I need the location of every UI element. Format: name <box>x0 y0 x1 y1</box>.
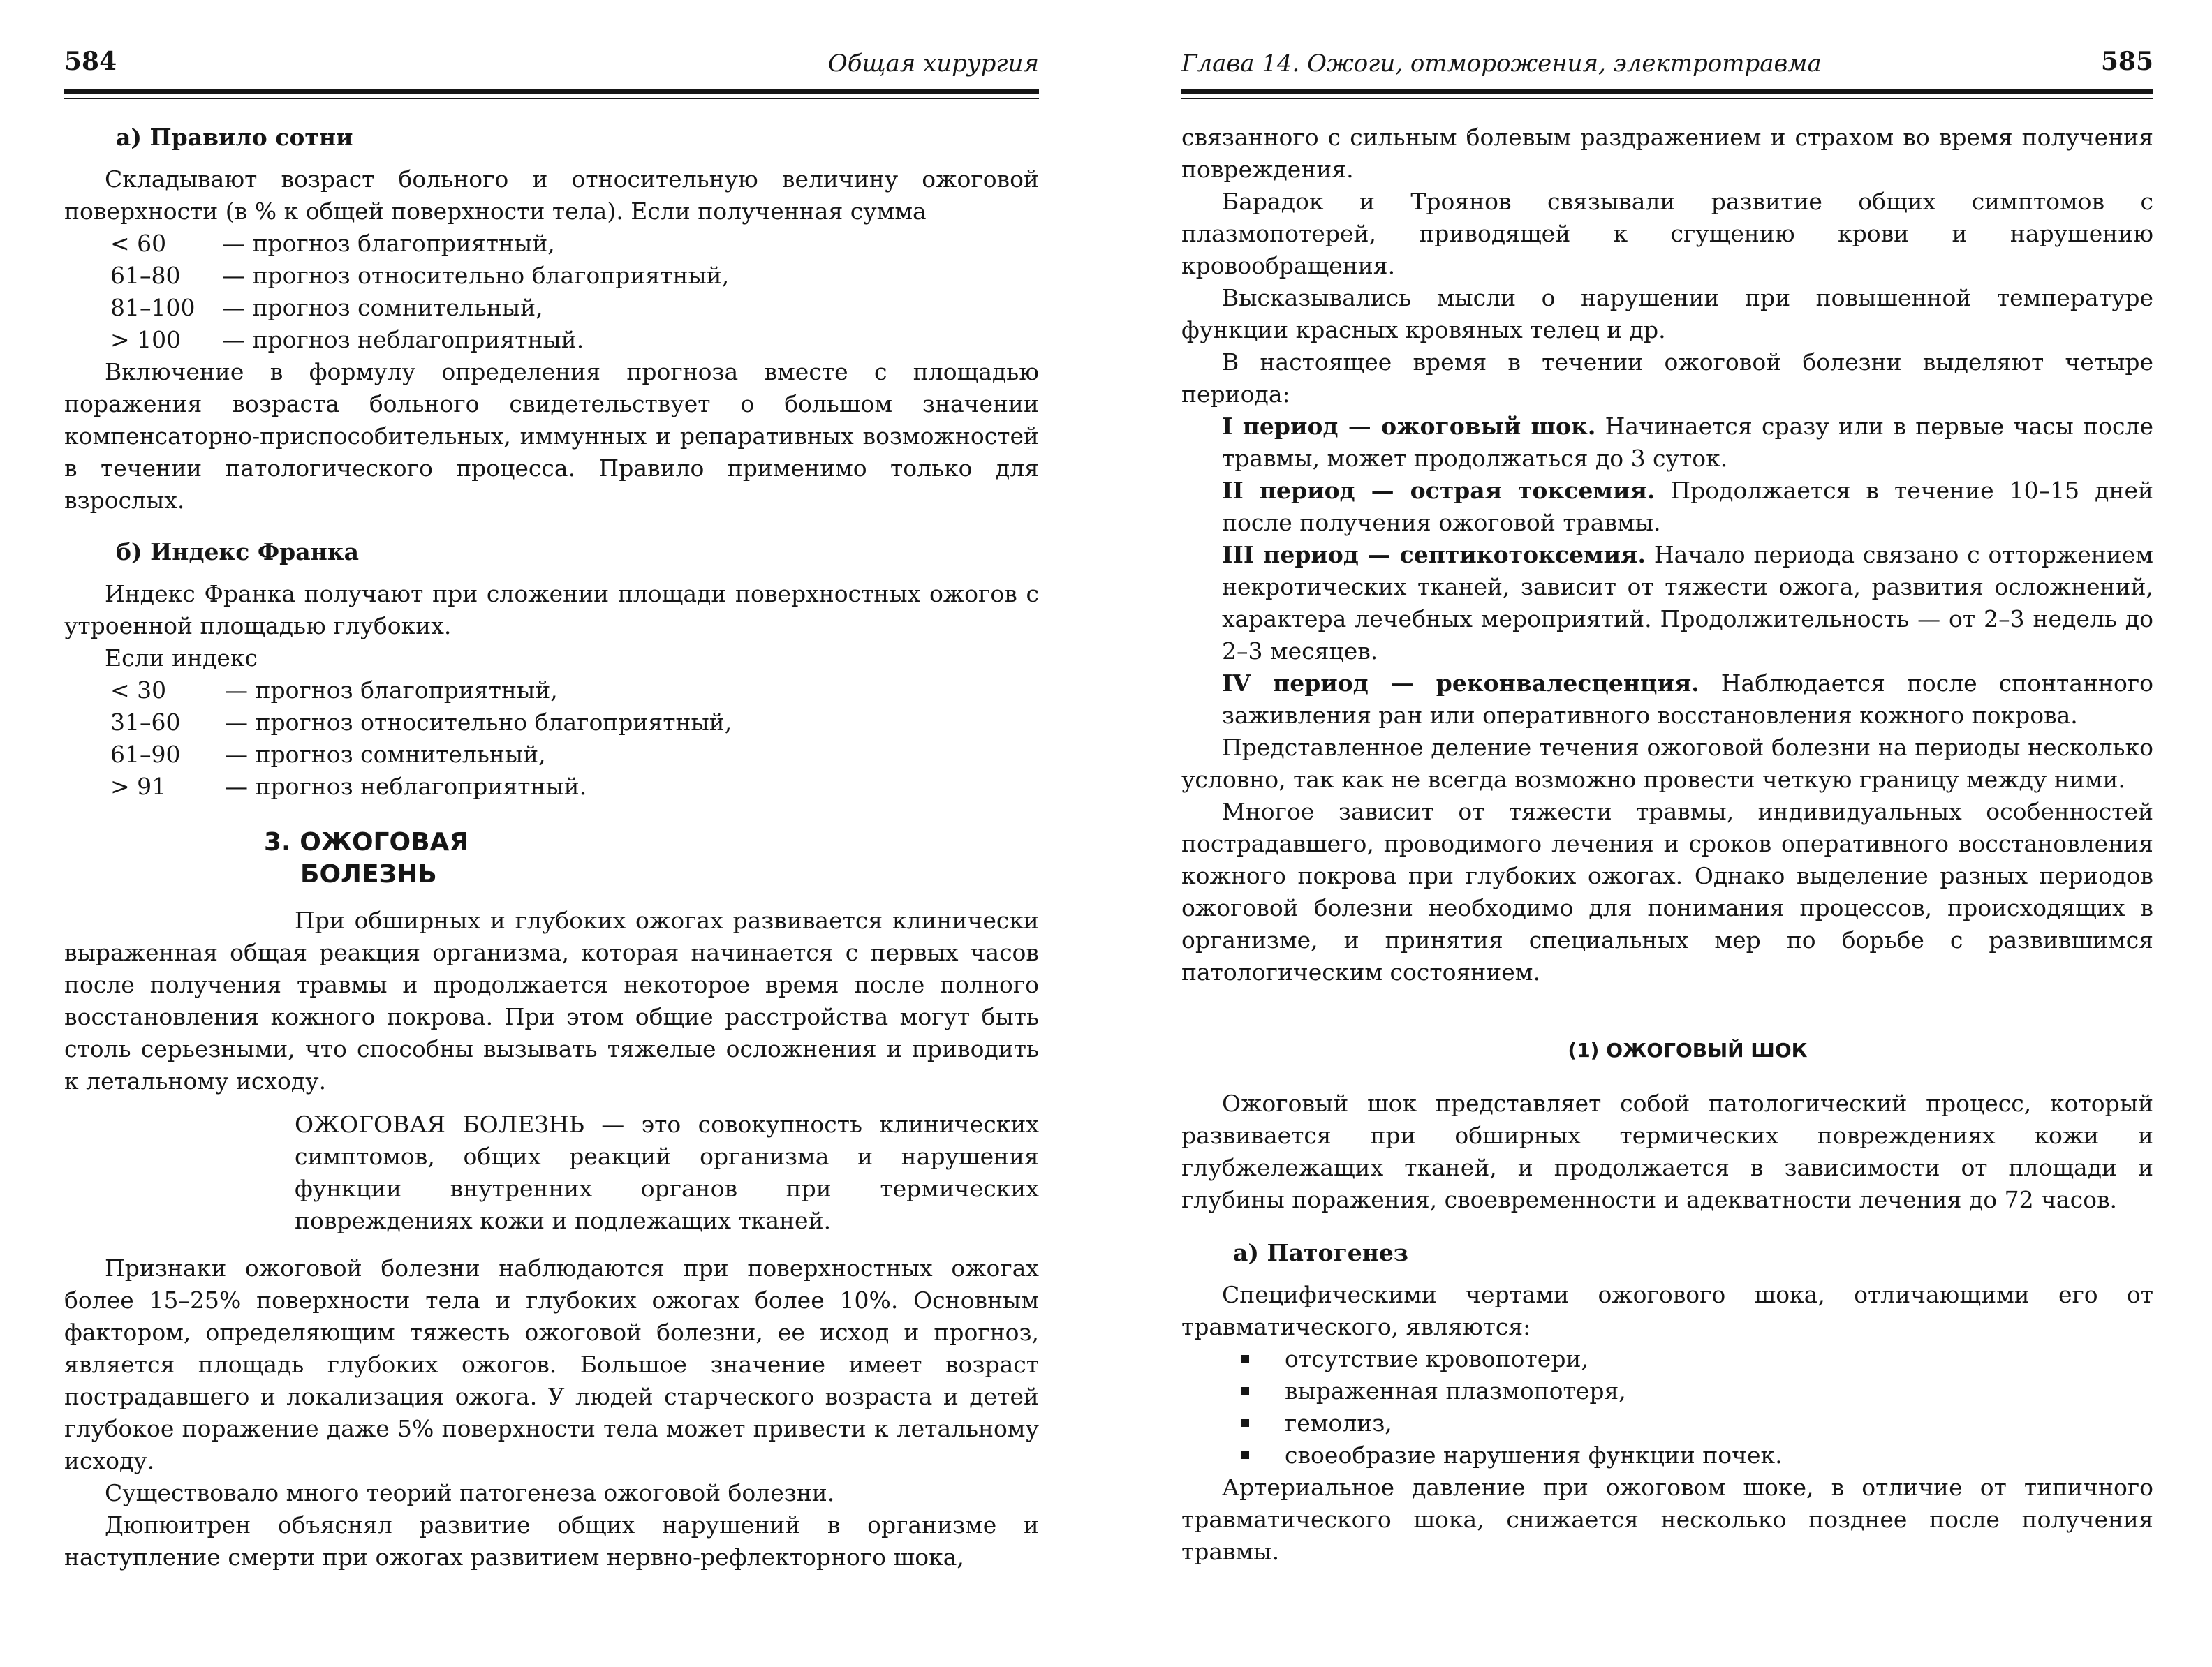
definition-text: — это совокупность клинических симптомов, общих реакций организма и нарушения функции внутренних органов при термических повреждениях кожи и подлежащих тканей. <box>295 1111 1039 1234</box>
period-item <box>1222 410 2153 475</box>
paragraph-section-intro: При обширных и глубоких ожогах развивается клинически выраженная общая реакция организма, которая начинается с первых часов после получения травмы и продолжается некоторое время после полного восстановления кожного покрова. При этом общие расстройства могут быть столь серьезными, что способны вызывать тяжелые осложнения и приводить к летальному исходу. <box>64 907 1039 1095</box>
paragraph-signs: Признаки ожоговой болезни наблюдаются при поверхностных ожогах более 15–25% поверхности тела и глубоких ожогах более 10%. Основным фактором, определяющим тяжесть ожоговой болезни, ее исход и прогноз, является площадь глубоких ожогов. Большое значение имеет возраст пострадавшего и локализация ожога. У людей старческого возраста и детей глубокое поражение даже 5% поверхности тела может привести к летальному исходу. <box>64 1254 1039 1474</box>
paragraph-division: Представленное деление течения ожоговой болезни на периоды несколько условно, так как не всегда возможно провести четкую границу между ними. <box>1181 734 2153 793</box>
right-page <box>1106 0 2212 1667</box>
list-item: своеобразие нарушения функции почек. <box>1241 1439 2153 1472</box>
list-item: выраженная плазмопотеря, <box>1241 1375 2153 1407</box>
subheading-pathogenesis: а) Патогенез <box>1233 1239 1408 1266</box>
paragraph-rule-of-hundred-intro: Складывают возраст больного и относительную величину ожоговой поверхности (в % к общей поверхности тела). Если полученная сумма <box>64 165 1039 225</box>
paragraph-baradok: Барадок и Троянов связывали развитие общих симптомов с плазмопотерей, приводящей к сгущению крови и нарушению кровообращения. <box>1181 188 2153 279</box>
paragraph-frank-index-if: Если индекс <box>105 644 258 672</box>
definition-term: ОЖОГОВАЯ БОЛЕЗНЬ <box>295 1111 584 1138</box>
prognosis-list-hundred <box>64 228 1039 356</box>
list-range: > 91 <box>110 773 167 800</box>
paragraph-features: Специфическими чертами ожогового шока, отличающими его от травматического, являются: <box>1181 1281 2153 1340</box>
paragraph-frank-index-intro: Индекс Франка получают при сложении площади поверхностных ожогов с утроенной площадью глубоких. <box>64 580 1039 639</box>
list-text: — прогноз благоприятный, <box>222 230 555 257</box>
list-item: отсутствие кровопотери, <box>1241 1343 2153 1375</box>
section-title-line-1: ОЖОГОВАЯ <box>300 828 469 857</box>
period-title: II период — острая токсемия. <box>1222 477 1656 504</box>
paragraph-continued: связанного с сильным болевым раздражением и страхом во время получения повреждения. <box>1181 124 2153 183</box>
period-item <box>1222 667 2153 732</box>
header-rule-thin <box>64 98 1039 99</box>
period-text: Продолжается в течение 10–15 дней после получения ожоговой травмы. <box>1222 477 2153 536</box>
list-range: < 30 <box>110 676 167 704</box>
page-number: 585 <box>2100 47 2153 76</box>
header-rule-thin <box>1181 98 2153 99</box>
list-text: — прогноз относительно благоприятный, <box>222 262 730 289</box>
list-text: — прогноз благоприятный, <box>225 676 558 704</box>
period-item <box>1222 539 2153 667</box>
definition-block <box>295 1109 1039 1237</box>
subheading-rule-of-hundred: а) Правило сотни <box>116 124 353 151</box>
section-number: 3. <box>264 828 291 857</box>
period-title: III период — септикотоксемия. <box>1222 541 1646 568</box>
page-number: 584 <box>64 47 117 76</box>
paragraph-periods-intro: В настоящее время в течении ожоговой болезни выделяют четыре периода: <box>1181 348 2153 408</box>
subheading-frank-index: б) Индекс Франка <box>116 538 359 565</box>
running-title: Глава 14. Ожоги, отморожения, электротравма <box>1181 50 1822 77</box>
list-text: — прогноз сомнительный, <box>222 294 543 321</box>
left-page-body <box>64 121 1039 1573</box>
period-title: IV период — реконвалесценция. <box>1222 669 1699 697</box>
paragraph-burn-shock: Ожоговый шок представляет собой патологический процесс, который развивается при обширных термических повреждениях кожи и глубжележащих тканей, и продолжается в зависимости от площади и глубины поражения, своевременности и адекватности лечения до 72 часов. <box>1181 1090 2153 1213</box>
list-text: — прогноз неблагоприятный. <box>222 326 584 353</box>
period-text: Начало периода связано с отторжением некротических тканей, зависит от тяжести ожога, развития осложнений, характера лечебных мероприятий. Продолжительность — от 2–3 недель до 2–3 месяцев. <box>1222 541 2153 665</box>
list-text: — прогноз сомнительный, <box>225 741 546 768</box>
paragraph-depends: Многое зависит от тяжести травмы, индивидуальных особенностей пострадавшего, проводимого лечения и сроков оперативного восстановления кожного покрова при глубоких ожогах. Однако выделение разных периодов ожоговой болезни необходимо для понимания процессов, происходящих в организме, и принятия специальных мер по борьбе с развившимся патологическим состоянием. <box>1181 798 2153 986</box>
right-page-header <box>1181 46 2153 88</box>
period-text: Начинается сразу или в первые часы после травмы, может продолжаться до 3 суток. <box>1222 413 2153 472</box>
list-range: 61–90 <box>110 741 181 768</box>
period-text: Наблюдается после спонтанного заживления ран или оперативного восстановления кожного покрова. <box>1222 669 2154 729</box>
header-rule <box>1181 89 2153 94</box>
paragraph-pressure: Артериальное давление при ожоговом шоке, в отличие от типичного травматического шока, снижается несколько позднее после получения травмы. <box>1181 1474 2153 1565</box>
periods-list <box>1181 410 2153 732</box>
period-title: I период — ожоговый шок. <box>1222 413 1596 440</box>
running-title: Общая хирургия <box>827 50 1039 77</box>
right-page-body <box>1181 121 2153 1568</box>
left-page-header <box>64 46 1039 88</box>
list-range: 31–60 <box>110 709 181 736</box>
period-item <box>1222 475 2153 539</box>
list-range: > 100 <box>110 326 182 353</box>
paragraph-rule-of-hundred-text: Включение в формулу определения прогноза вместе с площадью поражения возраста больного свидетельствует о большом значении компенсаторно-приспособительных, иммунных и репаративных возможностей в течении патологического процесса. Правило применимо только для взрослых. <box>64 358 1039 514</box>
list-text: — прогноз неблагоприятный. <box>225 773 587 800</box>
list-item: гемолиз, <box>1241 1407 2153 1439</box>
prognosis-list-frank <box>64 674 1039 803</box>
section-title-line-2: БОЛЕЗНЬ <box>300 860 437 889</box>
subheading-burn-shock: (1) ОЖОГОВЫЙ ШОК <box>1568 1039 1808 1062</box>
paragraph-theories: Существовало много теорий патогенеза ожоговой болезни. <box>105 1479 835 1506</box>
list-range: 81–100 <box>110 294 196 321</box>
features-list <box>1181 1343 2153 1472</box>
list-text: — прогноз относительно благоприятный, <box>225 709 732 736</box>
header-rule <box>64 89 1039 94</box>
section-title <box>264 827 1039 891</box>
list-range: < 60 <box>110 230 167 257</box>
paragraph-opinions: Высказывались мысли о нарушении при повышенной температуре функции красных кровяных телец и др. <box>1181 284 2153 343</box>
list-range: 61–80 <box>110 262 181 289</box>
paragraph-dupuytren: Дюпюитрен объяснял развитие общих нарушений в организме и наступление смерти при ожогах развитием нервно-рефлекторного шока, <box>64 1511 1039 1571</box>
